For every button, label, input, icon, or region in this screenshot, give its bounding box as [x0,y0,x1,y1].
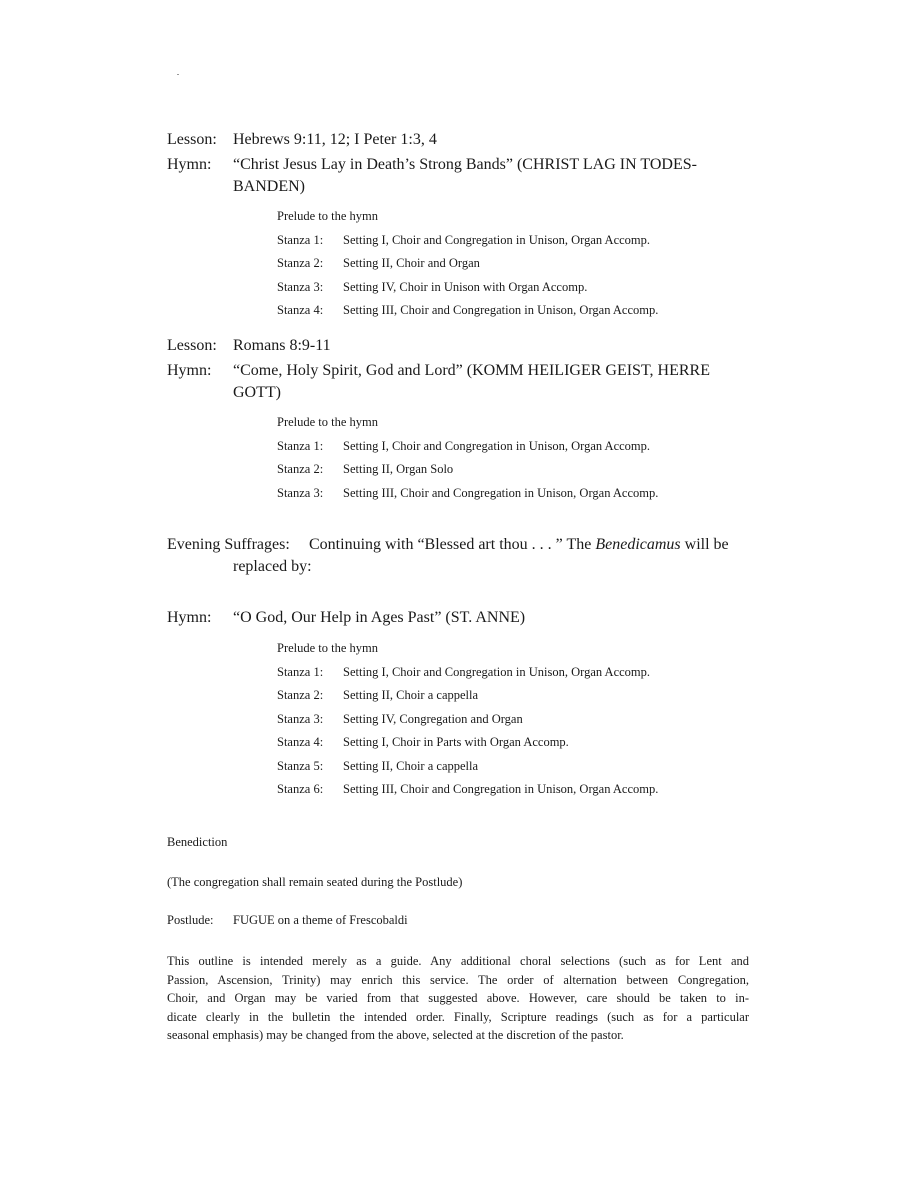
stanza-label: Stanza 6: [277,782,324,796]
stanza-text: Setting III, Choir and Congregation in Unison, Organ Accomp. [343,782,659,796]
hymn-1-stanza-3 [277,276,588,300]
hymn-1-stanza-1 [277,229,651,253]
benediction-text: Benediction [167,835,228,849]
closing-line-5: seasonal emphasis) may be changed from the above, selected at the discretion of the pastor. [167,1028,624,1042]
hymn-3-title: “O God, Our Help in Ages Past” (ST. ANNE) [233,609,526,626]
hymn-2-label: Hymn: [167,362,212,379]
hymn-2-prelude: Prelude to the hymn [277,415,379,429]
stanza-text: Setting II, Choir and Organ [343,256,480,270]
hymn-1-title-line2: BANDEN) [233,178,305,195]
hymn-1-prelude: Prelude to the hymn [277,209,379,223]
suffrages-label: Evening Suffrages: [167,536,290,553]
suffrages-line2: replaced by: [233,558,312,575]
stanza-text: Setting III, Choir and Congregation in Unison, Organ Accomp. [343,303,659,317]
seated-note-text: (The congregation shall remain seated during the Postlude) [167,875,463,889]
stanza-label: Stanza 1: [277,232,324,247]
hymn-1-title-line1: “Christ Jesus Lay in Death’s Strong Bands” (CHRIST LAG IN TODES- [233,156,697,173]
stanza-label: Stanza 3: [277,711,324,726]
scan-speck [177,74,179,75]
hymn-1-label: Hymn: [167,156,212,173]
stanza-label: Stanza 1: [277,664,324,679]
hymn-1-stanza-4 [277,299,659,323]
lesson-1-text: Hebrews 9:11, 12; I Peter 1:3, 4 [233,131,437,148]
stanza-text: Setting I, Choir and Congregation in Unison, Organ Accomp. [343,232,651,247]
stanza-label: Stanza 3: [277,279,324,294]
hymn-2-title-line1: “Come, Holy Spirit, God and Lord” (KOMM HEILIGER GEIST, HERRE [233,362,710,379]
closing-line-3: Choir, and Organ may be varied from that suggested above. However, care should be taken to in- [167,991,749,1005]
hymn-3-stanza-3 [277,708,523,732]
suffrages-text-after: will be [680,536,729,553]
stanza-text: Setting I, Choir and Congregation in Unison, Organ Accomp. [343,664,651,679]
stanza-label: Stanza 2: [277,688,324,702]
postlude-label: Postlude: [167,913,214,927]
benedicamus-italic: Benedicamus [595,536,681,553]
lesson-2-label: Lesson: [167,337,217,354]
hymn-2-stanza-1 [277,435,651,459]
closing-paragraph [167,952,749,1045]
stanza-text: Setting II, Organ Solo [343,462,454,476]
stanza-text: Setting I, Choir and Congregation in Unison, Organ Accomp. [343,438,651,453]
stanza-text: Setting IV, Choir in Unison with Organ Accomp. [343,279,588,294]
hymn-1-stanza-2 [277,252,480,276]
stanza-label: Stanza 5: [277,758,324,773]
stanza-text: Setting II, Choir a cappella [343,688,479,702]
stanza-label: Stanza 3: [277,485,324,500]
hymn-2-stanza-2 [277,458,454,482]
closing-line-4: dicate clearly in the bulletin the intended order. Finally, Scripture readings (such as for a particular [167,1009,749,1024]
hymn-3-stanza-6 [277,778,659,802]
hymn-2-title-line2: GOTT) [233,384,281,401]
hymn-3-stanza-2 [277,684,479,708]
hymn-3-label: Hymn: [167,609,212,626]
hymn-2-stanza-3 [277,482,659,506]
stanza-label: Stanza 4: [277,735,324,749]
suffrages-text-before: Continuing with “Blessed art thou . . . ” The [309,536,596,553]
stanza-label: Stanza 2: [277,256,324,270]
hymn-3-stanza-1 [277,661,651,685]
lesson-1-label: Lesson: [167,131,217,148]
stanza-label: Stanza 1: [277,438,324,453]
postlude-text: FUGUE on a theme of Frescobaldi [233,913,408,927]
stanza-label: Stanza 4: [277,303,324,317]
stanza-text: Setting III, Choir and Congregation in Unison, Organ Accomp. [343,485,659,500]
stanza-label: Stanza 2: [277,462,324,476]
closing-line-2: Passion, Ascension, Trinity) may enrich this service. The order of alternation between Congregation, [167,972,749,987]
hymn-3-stanza-4 [277,731,569,755]
stanza-text: Setting IV, Congregation and Organ [343,711,523,726]
suffrages-text [309,534,729,556]
lesson-2-text: Romans 8:9-11 [233,337,331,354]
hymn-3-stanza-5 [277,755,479,779]
closing-line-1: This outline is intended merely as a guide. Any additional choral selections (such as for Lent and [167,954,749,968]
hymn-3-prelude: Prelude to the hymn [277,641,379,655]
stanza-text: Setting II, Choir a cappella [343,758,479,773]
stanza-text: Setting I, Choir in Parts with Organ Accomp. [343,735,569,749]
